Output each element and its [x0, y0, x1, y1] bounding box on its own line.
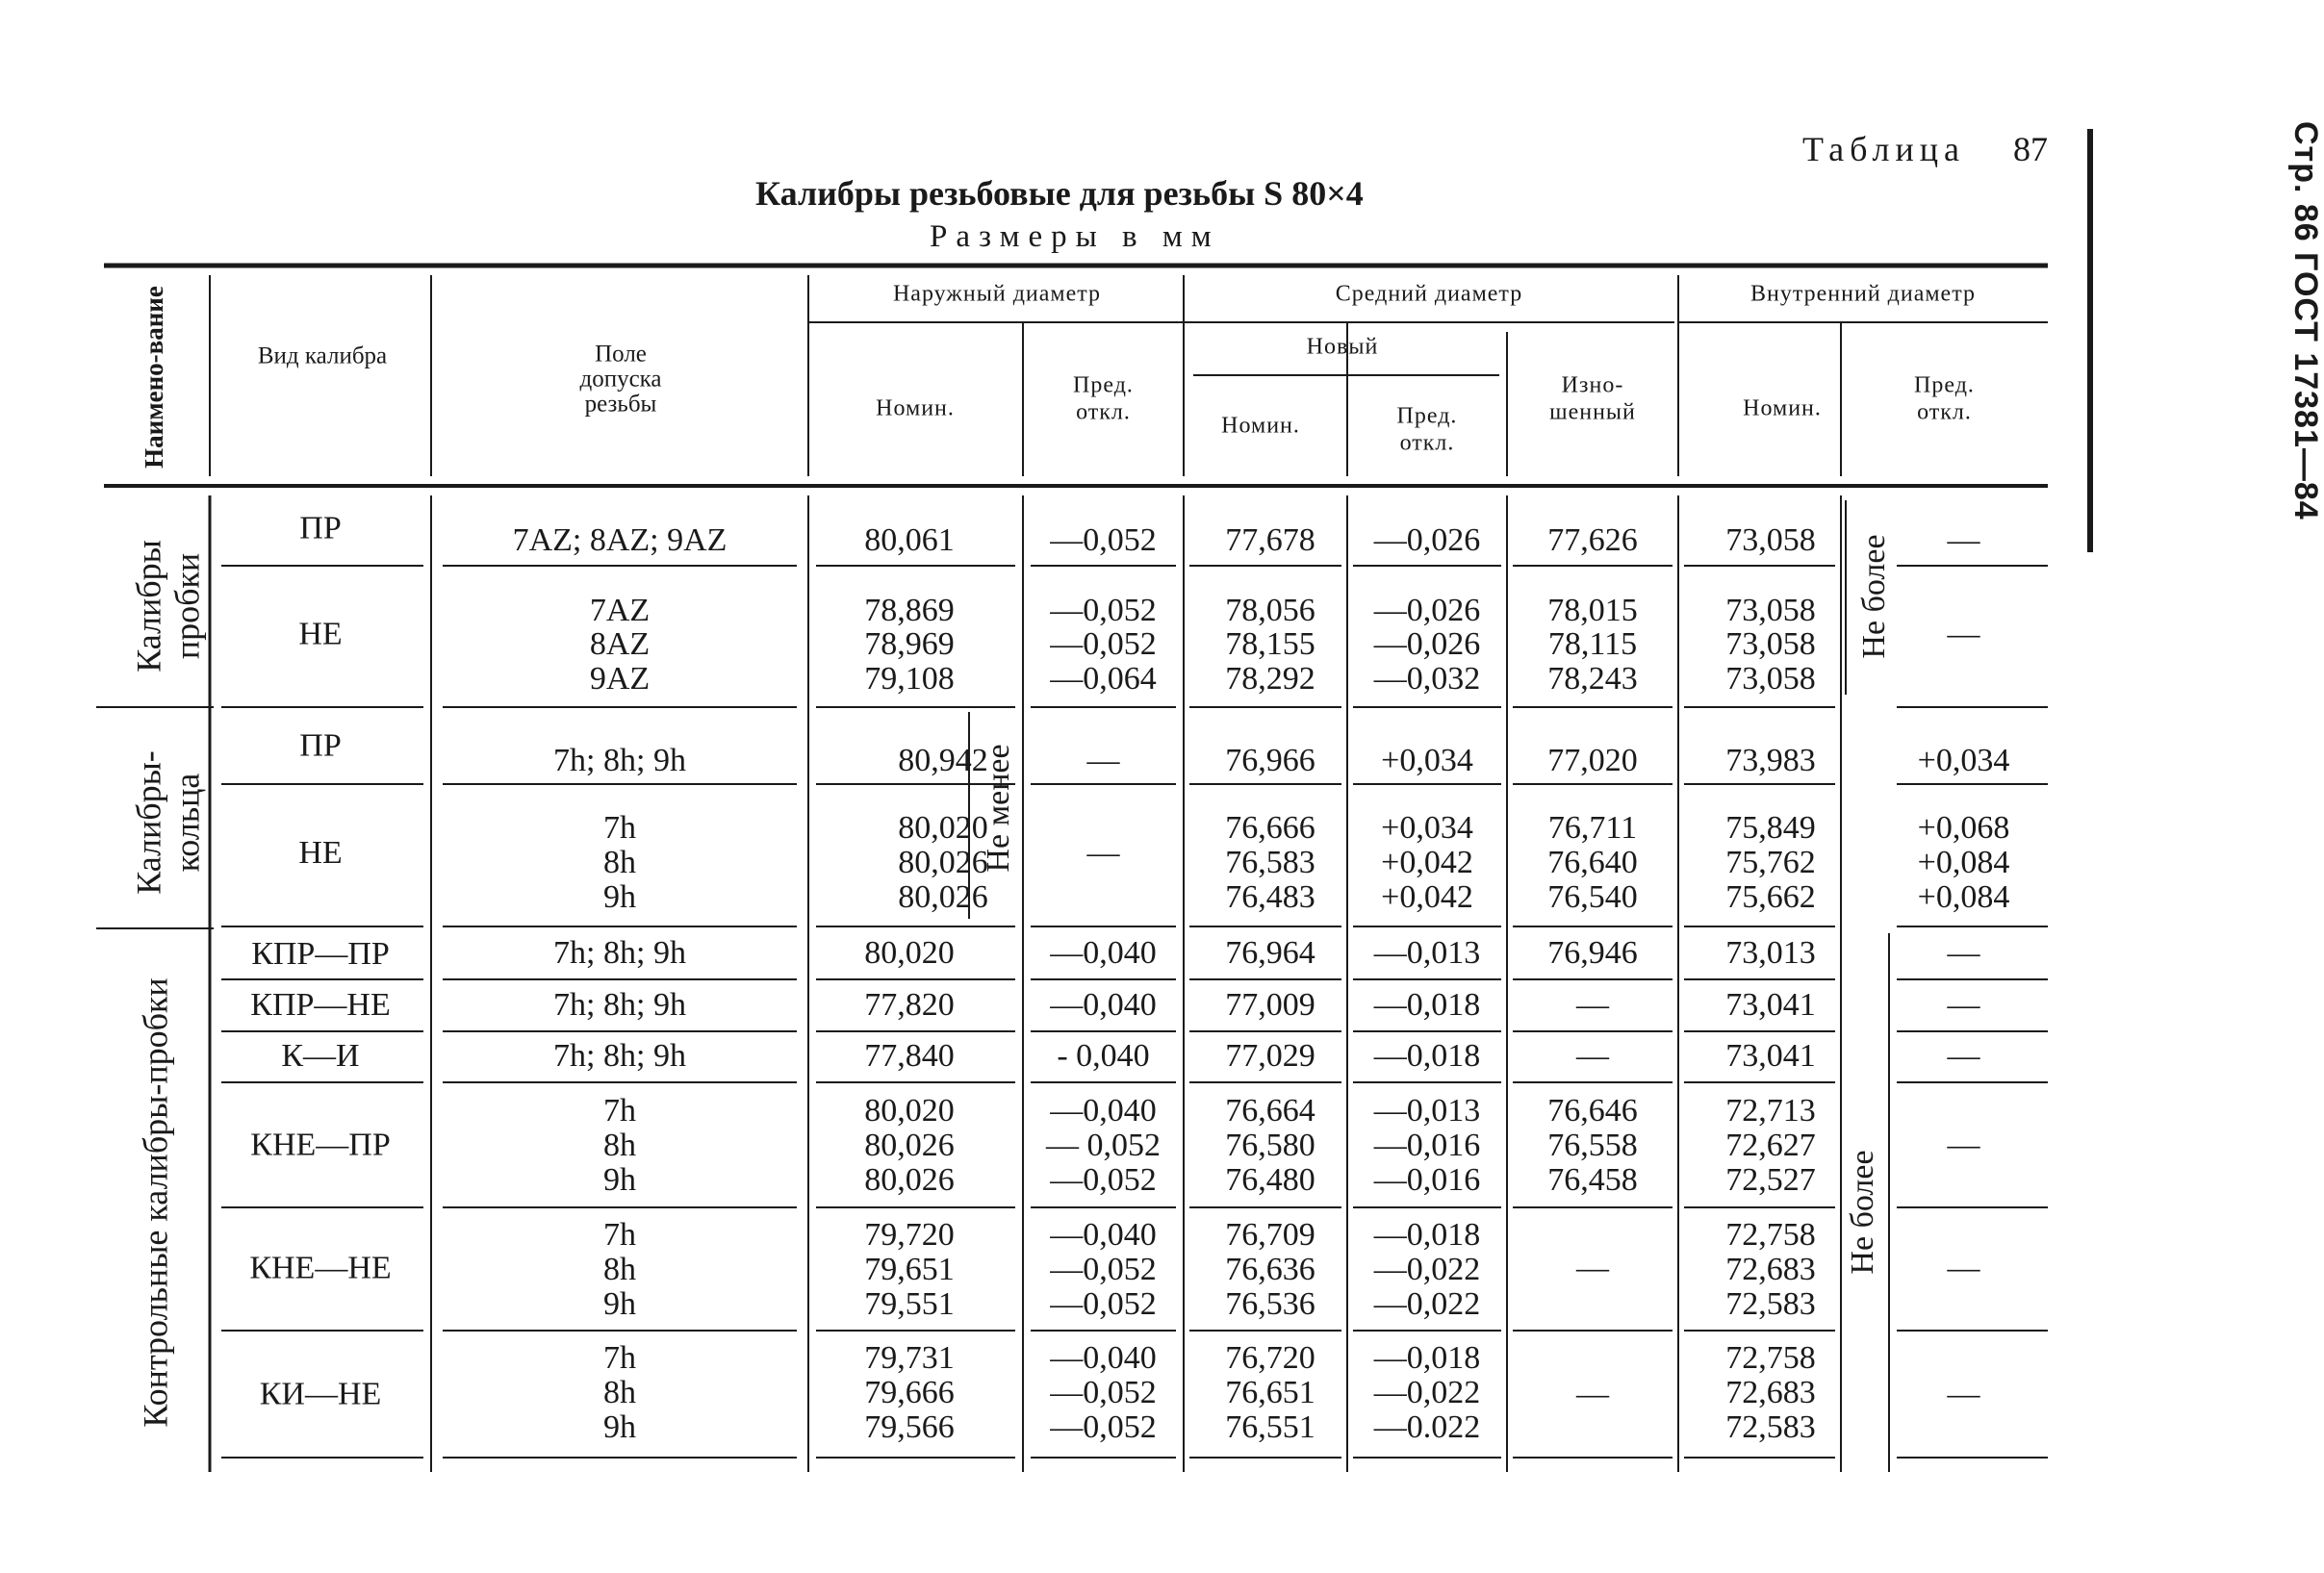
- outer-deviation-cell: —0,040: [1050, 1339, 1157, 1376]
- outer-nominal-cell: 80,026: [898, 844, 988, 880]
- middle-deviation-cell: —0,026: [1373, 625, 1481, 662]
- tolerance-cell: 7h: [603, 1216, 636, 1253]
- tolerance-cell: 9AZ: [589, 660, 651, 697]
- outer-nominal-cell: 78,869: [864, 592, 955, 628]
- tolerance-cell: 7AZ; 8AZ; 9AZ: [512, 521, 728, 558]
- outer-nominal-cell: 79,720: [864, 1216, 955, 1253]
- outer-nominal-cell: 80,020: [864, 934, 955, 971]
- middle-deviation-cell: —0,016: [1373, 1161, 1481, 1198]
- inner-deviation-cell: —: [1947, 934, 1980, 971]
- outer-nominal-cell: 79,551: [864, 1285, 955, 1322]
- outer-deviation-cell: —0,040: [1050, 934, 1157, 971]
- group-label-plug-gauges: пробки: [167, 552, 207, 660]
- outer-deviation-cell: —0,040: [1050, 1216, 1157, 1253]
- outer-deviation-cell: —: [1086, 742, 1120, 778]
- tolerance-cell: 7h; 8h; 9h: [553, 986, 686, 1023]
- middle-nominal-cell: 76,583: [1225, 844, 1315, 880]
- middle-nominal-cell: 78,292: [1225, 660, 1315, 697]
- worn-cell: 76,540: [1547, 878, 1638, 915]
- outer-deviation-cell: —0,052: [1050, 1374, 1157, 1410]
- middle-deviation-cell: —0,022: [1373, 1374, 1481, 1410]
- tolerance-cell: 7h; 8h; 9h: [553, 934, 686, 971]
- inner-nominal-cell: 73,058: [1725, 521, 1816, 558]
- column-header-gauge-type: Вид калибра: [257, 343, 388, 369]
- tolerance-cell: 9h: [603, 1408, 636, 1445]
- worn-cell: 78,015: [1547, 592, 1638, 628]
- gauge-type-cell: КПР—НЕ: [250, 986, 391, 1023]
- outer-nominal-cell: 80,026: [864, 1161, 955, 1198]
- outer-nominal-cell: 79,651: [864, 1251, 955, 1287]
- outer-nominal-cell: 79,108: [864, 660, 955, 697]
- column-header-tolerance: резьбы: [584, 391, 657, 418]
- inner-deviation-cell: —: [1947, 1037, 1980, 1074]
- middle-deviation-cell: —0,016: [1373, 1127, 1481, 1163]
- tolerance-cell: 7h: [603, 1092, 636, 1129]
- outer-deviation-cell: —0,052: [1050, 521, 1157, 558]
- inner-nominal-cell: 73,013: [1725, 934, 1816, 971]
- outer-nominal-cell: 79,566: [864, 1408, 955, 1445]
- outer-nominal-cell: 78,969: [864, 625, 955, 662]
- worn-cell: 76,458: [1547, 1161, 1638, 1198]
- worn-cell: —: [1576, 1250, 1609, 1286]
- middle-nominal-cell: 76,964: [1225, 934, 1315, 971]
- column-header-middle-deviation: откл.: [1399, 430, 1455, 456]
- inner-nominal-cell: 73,041: [1725, 1037, 1816, 1074]
- inner-nominal-cell: 73,041: [1725, 986, 1816, 1023]
- outer-deviation-cell: —: [1086, 834, 1120, 871]
- middle-deviation-cell: +0,042: [1381, 878, 1473, 915]
- outer-deviation-cell: —0,040: [1050, 1092, 1157, 1129]
- worn-cell: 76,640: [1547, 844, 1638, 880]
- inner-nominal-cell: 73,058: [1725, 592, 1816, 628]
- inner-nominal-cell: 75,849: [1725, 809, 1816, 846]
- group-label-ring-gauges: кольца: [167, 773, 207, 873]
- outer-nominal-cell: 80,026: [864, 1127, 955, 1163]
- column-header-tolerance: допуска: [579, 366, 662, 393]
- middle-nominal-cell: 78,056: [1225, 592, 1315, 628]
- column-header-outer-deviation: откл.: [1076, 399, 1131, 425]
- middle-deviation-cell: —0,013: [1373, 1092, 1481, 1129]
- inner-deviation-cell: —: [1947, 1250, 1980, 1286]
- outer-deviation-cell: —0,064: [1050, 660, 1157, 697]
- worn-cell: 76,558: [1547, 1127, 1638, 1163]
- outer-deviation-cell: - 0,040: [1057, 1037, 1150, 1074]
- outer-deviation-cell: —0,052: [1050, 1285, 1157, 1322]
- worn-cell: —: [1576, 986, 1609, 1023]
- tolerance-cell: 9h: [603, 1161, 636, 1198]
- column-header-worn: Изно-: [1561, 372, 1624, 398]
- inner-deviation-cell: +0,068: [1917, 809, 2010, 846]
- inner-nominal-cell: 72,583: [1725, 1285, 1816, 1322]
- tolerance-cell: 8AZ: [589, 625, 651, 662]
- tolerance-cell: 7h: [603, 809, 636, 846]
- column-header-outer-nominal: Номин.: [876, 395, 955, 421]
- tolerance-cell: 8h: [603, 844, 636, 880]
- tolerance-cell: 9h: [603, 878, 636, 915]
- document-subtitle: Размеры в мм: [930, 219, 1220, 254]
- middle-nominal-cell: 78,155: [1225, 625, 1315, 662]
- inner-deviation-cell: +0,034: [1917, 742, 2010, 778]
- inner-nominal-cell: 73,983: [1725, 742, 1816, 778]
- middle-nominal-cell: 77,009: [1225, 986, 1315, 1023]
- tolerance-cell: 7h: [603, 1339, 636, 1376]
- inner-deviation-cell: —: [1947, 521, 1980, 558]
- middle-nominal-cell: 76,636: [1225, 1251, 1315, 1287]
- middle-deviation-cell: —0,026: [1373, 592, 1481, 628]
- worn-cell: 78,243: [1547, 660, 1638, 697]
- outer-nominal-cell: 80,061: [864, 521, 955, 558]
- outer-deviation-cell: —0,052: [1050, 625, 1157, 662]
- outer-deviation-cell: —0,052: [1050, 1251, 1157, 1287]
- middle-nominal-cell: 76,966: [1225, 742, 1315, 778]
- gauge-type-cell: КНЕ—ПР: [250, 1127, 391, 1163]
- outer-nominal-cell: 79,666: [864, 1374, 955, 1410]
- gauge-type-cell: ПР: [299, 727, 342, 764]
- tolerance-cell: 7h; 8h; 9h: [553, 1037, 686, 1074]
- middle-nominal-cell: 76,664: [1225, 1092, 1315, 1129]
- middle-nominal-cell: 76,536: [1225, 1285, 1315, 1322]
- column-header-new: Новый: [1306, 334, 1379, 360]
- middle-nominal-cell: 76,651: [1225, 1374, 1315, 1410]
- gauge-type-cell: КПР—ПР: [251, 935, 390, 972]
- column-header-middle-deviation: Пред.: [1396, 403, 1458, 429]
- worn-cell: —: [1576, 1037, 1609, 1074]
- column-header-name: Наимено-вание: [140, 286, 169, 469]
- column-header-inner-diameter: Внутренний диаметр: [1750, 281, 1976, 307]
- gauge-type-cell: К—И: [281, 1037, 360, 1074]
- inner-nominal-cell: 72,527: [1725, 1161, 1816, 1198]
- middle-deviation-cell: —0,018: [1373, 1216, 1481, 1253]
- middle-nominal-cell: 76,580: [1225, 1127, 1315, 1163]
- tolerance-cell: 8h: [603, 1251, 636, 1287]
- worn-cell: 78,115: [1547, 625, 1638, 662]
- inner-nominal-cell: 75,762: [1725, 844, 1816, 880]
- outer-deviation-cell: —0,052: [1050, 1408, 1157, 1445]
- middle-deviation-cell: +0,042: [1381, 844, 1473, 880]
- middle-nominal-cell: 77,029: [1225, 1037, 1315, 1074]
- group-label-ring-gauges: Калибры-: [129, 750, 168, 895]
- column-header-middle-nominal: Номин.: [1221, 413, 1300, 439]
- middle-deviation-cell: —0,026: [1373, 521, 1481, 558]
- inner-nominal-cell: 72,683: [1725, 1374, 1816, 1410]
- gauge-type-cell: КНЕ—НЕ: [249, 1250, 392, 1286]
- middle-nominal-cell: 76,666: [1225, 809, 1315, 846]
- inner-nominal-cell: 75,662: [1725, 878, 1816, 915]
- inner-deviation-cell: —: [1947, 1376, 1980, 1412]
- middle-nominal-cell: 76,483: [1225, 878, 1315, 915]
- middle-nominal-cell: 76,720: [1225, 1339, 1315, 1376]
- inner-deviation-cell: +0,084: [1917, 844, 2010, 880]
- outer-nominal-cell: 79,731: [864, 1339, 955, 1376]
- side-stamp-text: Стр. 86 ГОСТ 17381—84: [2287, 121, 2324, 520]
- inner-nominal-cell: 72,683: [1725, 1251, 1816, 1287]
- tolerance-cell: 8h: [603, 1127, 636, 1163]
- tolerance-cell: 8h: [603, 1374, 636, 1410]
- column-header-inner-nominal: Номин.: [1743, 395, 1822, 421]
- middle-deviation-cell: —0,032: [1373, 660, 1481, 697]
- middle-deviation-cell: —0.022: [1373, 1408, 1481, 1445]
- middle-nominal-cell: 76,709: [1225, 1216, 1315, 1253]
- group-label-control-gauges: Контрольные калибры-пробки: [136, 977, 175, 1428]
- outer-nominal-cell: 80,020: [898, 809, 988, 846]
- gauge-type-cell: НЕ: [298, 834, 343, 871]
- tolerance-cell: 7AZ: [589, 592, 651, 628]
- group-label-plug-gauges: Калибры: [129, 540, 168, 672]
- tolerance-cell: 9h: [603, 1285, 636, 1322]
- inner-deviation-cell: —: [1947, 1127, 1980, 1163]
- worn-cell: 77,626: [1547, 521, 1638, 558]
- middle-deviation-cell: —0,018: [1373, 1339, 1481, 1376]
- middle-deviation-cell: +0,034: [1381, 809, 1473, 846]
- column-header-middle-diameter: Средний диаметр: [1335, 281, 1523, 307]
- column-header-inner-deviation: Пред.: [1914, 372, 1975, 398]
- outer-nominal-cell: 77,840: [864, 1037, 955, 1074]
- outer-nominal-cell: 80,026: [898, 878, 988, 915]
- middle-deviation-cell: —0,022: [1373, 1285, 1481, 1322]
- inner-nominal-cell: 73,058: [1725, 660, 1816, 697]
- middle-nominal-cell: 76,480: [1225, 1161, 1315, 1198]
- inner-nominal-cell: 72,758: [1725, 1216, 1816, 1253]
- worn-cell: 77,020: [1547, 742, 1638, 778]
- inner-deviation-cell: —: [1947, 986, 1980, 1023]
- inner-deviation-cell: +0,084: [1917, 878, 2010, 915]
- gauge-type-cell: КИ—НЕ: [259, 1376, 382, 1412]
- outer-nominal-cell: 77,820: [864, 986, 955, 1023]
- outer-nominal-cell: 80,942: [898, 742, 988, 778]
- middle-nominal-cell: 76,551: [1225, 1408, 1315, 1445]
- column-header-outer-diameter: Наружный диаметр: [892, 281, 1102, 307]
- inner-nominal-cell: 72,627: [1725, 1127, 1816, 1163]
- outer-nominal-cell: 80,020: [864, 1092, 955, 1129]
- tolerance-cell: 7h; 8h; 9h: [553, 742, 686, 778]
- inner-nominal-cell: 72,583: [1725, 1408, 1816, 1445]
- outer-deviation-cell: —0,052: [1050, 592, 1157, 628]
- middle-deviation-cell: —0,018: [1373, 986, 1481, 1023]
- outer-deviation-cell: —0,040: [1050, 986, 1157, 1023]
- worn-cell: 76,946: [1547, 934, 1638, 971]
- inner-nominal-cell: 72,713: [1725, 1092, 1816, 1129]
- outer-deviation-cell: — 0,052: [1046, 1127, 1161, 1163]
- column-header-outer-deviation: Пред.: [1073, 372, 1134, 398]
- middle-deviation-cell: —0,022: [1373, 1251, 1481, 1287]
- column-header-worn: шенный: [1549, 399, 1636, 425]
- note-not-more-control: Не более: [1844, 1150, 1880, 1275]
- column-header-tolerance: Поле: [595, 341, 647, 368]
- inner-nominal-cell: 72,758: [1725, 1339, 1816, 1376]
- document-title: Калибры резьбовые для резьбы S 80×4: [755, 174, 1364, 213]
- middle-deviation-cell: —0,013: [1373, 934, 1481, 971]
- inner-deviation-cell: —: [1947, 616, 1980, 652]
- inner-nominal-cell: 73,058: [1725, 625, 1816, 662]
- note-not-more-plug: Не более: [1855, 534, 1892, 659]
- middle-nominal-cell: 77,678: [1225, 521, 1315, 558]
- table-label: Таблица: [1802, 130, 1965, 168]
- outer-deviation-cell: —0,052: [1050, 1161, 1157, 1198]
- note-not-less-ring: Не менее: [980, 744, 1016, 873]
- worn-cell: 76,646: [1547, 1092, 1638, 1129]
- worn-cell: 76,711: [1547, 809, 1638, 846]
- middle-deviation-cell: +0,034: [1381, 742, 1473, 778]
- table-number: 87: [2013, 130, 2048, 168]
- worn-cell: —: [1576, 1376, 1609, 1412]
- gauge-type-cell: ПР: [299, 510, 342, 546]
- gauge-type-cell: НЕ: [298, 616, 343, 652]
- middle-deviation-cell: —0,018: [1373, 1037, 1481, 1074]
- column-header-inner-deviation: откл.: [1917, 399, 1972, 425]
